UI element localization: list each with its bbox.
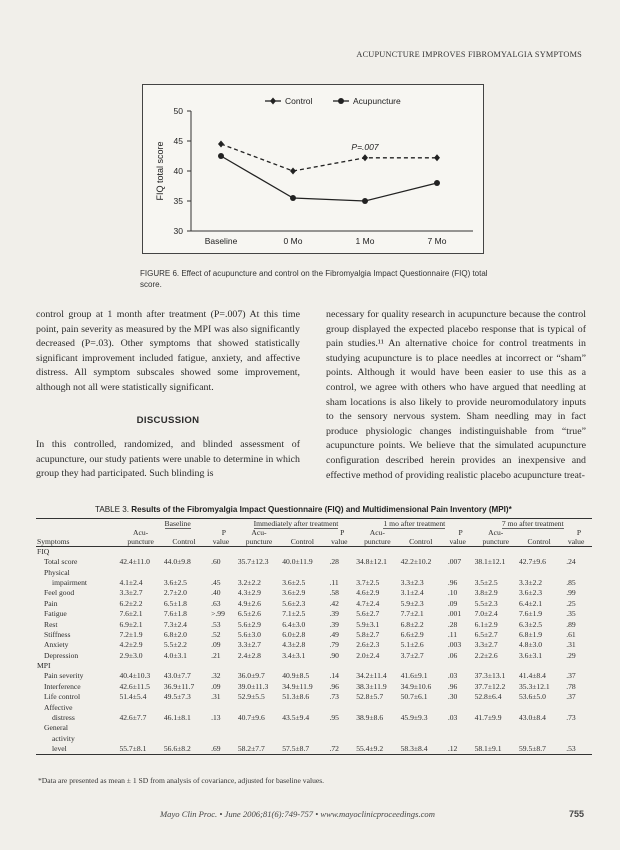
value-cell: 34.2±11.4	[356, 671, 387, 681]
table-container	[36, 518, 592, 755]
value-cell: 3.2±2.2	[237, 577, 261, 587]
table-row	[36, 692, 592, 702]
row-label: FIQ	[37, 547, 50, 556]
p-value-cell: .007	[447, 557, 462, 567]
table-row	[36, 609, 592, 619]
value-cell: 40.7±9.6	[237, 713, 265, 723]
value-cell: 49.5±7.3	[163, 692, 191, 702]
p-value-cell: >.99	[211, 609, 225, 619]
value-cell: 3.1±2.4	[400, 588, 424, 598]
row-label: Fatigue	[44, 609, 67, 619]
line-chart	[143, 85, 485, 255]
value-cell: 6.2±2.2	[119, 598, 143, 608]
data-point-control	[218, 141, 224, 148]
value-cell: 39.0±11.3	[237, 681, 269, 691]
right-column	[326, 308, 586, 483]
p-value-cell: .39	[329, 609, 339, 619]
left-column	[36, 308, 300, 482]
y-tick-label: 35	[173, 196, 183, 206]
p-value-cell: .001	[447, 609, 462, 619]
table-label: TABLE 3.	[95, 505, 130, 514]
value-cell: 7.2±1.9	[119, 629, 143, 639]
value-cell: 41.6±9.1	[400, 671, 428, 681]
value-cell: 3.6±3.1	[518, 650, 543, 660]
table-row	[36, 567, 592, 577]
group-header: 7 mo after treatment	[501, 519, 564, 528]
series-line-acupuncture	[221, 156, 437, 201]
value-cell: 7.6±1.9	[518, 609, 543, 619]
p-value-cell: .95	[329, 713, 339, 723]
value-cell: 51.4±5.4	[119, 692, 147, 702]
value-cell: 3.6±2.5	[163, 577, 187, 587]
value-cell: 3.6±2.9	[282, 588, 306, 598]
value-cell: 7.1±2.5	[282, 609, 306, 619]
value-cell: 2.6±2.3	[356, 640, 380, 650]
value-cell: 3.3±2.3	[400, 577, 424, 587]
p-value-cell: .10	[447, 588, 458, 598]
value-cell: 6.1±2.9	[474, 619, 498, 629]
value-cell: 2.7±2.0	[163, 588, 187, 598]
value-cell: 6.0±2.8	[282, 629, 306, 639]
row-label: General	[44, 723, 69, 733]
row-label: Pain	[44, 598, 58, 608]
value-cell: 40.9±8.5	[282, 671, 310, 681]
x-tick-label: 1 Mo	[355, 236, 375, 246]
p-value-cell: .96	[447, 681, 458, 691]
p-value-cell: .03	[447, 713, 458, 723]
value-cell: 55.7±8.1	[119, 744, 147, 754]
value-cell: 6.5±1.8	[163, 598, 187, 608]
value-cell: 42.2±10.2	[400, 557, 432, 567]
table-row	[36, 734, 592, 744]
value-cell: 5.6±2.7	[356, 609, 380, 619]
value-cell: 4.9±2.6	[237, 598, 261, 608]
value-cell: 37.7±12.2	[474, 681, 506, 691]
table-row	[36, 744, 592, 755]
p-value-cell: .58	[329, 588, 339, 598]
value-cell: 7.6±2.1	[119, 609, 143, 619]
column-header-acupuncture: Acu- puncture	[245, 528, 273, 546]
row-label: Life control	[44, 692, 81, 702]
p-value-cell: .09	[211, 681, 221, 691]
value-cell: 45.9±9.3	[400, 713, 428, 723]
value-cell: 6.9±2.1	[119, 619, 143, 629]
value-cell: 6.6±2.9	[400, 629, 424, 639]
row-label: MPI	[37, 661, 51, 671]
table-row	[36, 588, 592, 598]
line-chart-figure	[142, 84, 484, 254]
value-cell: 7.6±1.8	[163, 609, 187, 619]
table-row	[36, 640, 592, 650]
table-row	[36, 723, 592, 733]
section-heading: DISCUSSION	[136, 414, 200, 426]
value-cell: 41.7±9.9	[474, 713, 502, 723]
group-header: 1 mo after treatment	[383, 519, 446, 528]
series-line-control	[221, 141, 437, 171]
p-value-cell: .72	[329, 744, 339, 754]
column-header-symptoms: Symptoms	[37, 537, 70, 546]
p-value-cell: .35	[566, 609, 576, 619]
value-cell: 5.5±2.3	[474, 598, 498, 608]
column-header-control: Control	[172, 537, 196, 546]
value-cell: 2.9±3.0	[119, 650, 143, 660]
p-value-cell: .89	[566, 619, 576, 629]
legend-label: Control	[285, 96, 313, 106]
p-value-cell: .28	[329, 557, 339, 567]
value-cell: 40.4±10.3	[119, 671, 151, 681]
value-cell: 58.2±7.7	[237, 744, 265, 754]
column-header-acupuncture: Acu- puncture	[482, 528, 510, 546]
column-header-acupuncture: Acu- puncture	[364, 528, 391, 546]
table-row	[36, 547, 592, 558]
value-cell: 6.8±2.0	[163, 629, 187, 639]
y-tick-label: 50	[173, 106, 183, 116]
value-cell: 59.5±8.7	[518, 744, 546, 754]
x-tick-label: 7 Mo	[427, 236, 447, 246]
p-value-cell: .85	[566, 577, 576, 587]
paragraph: In this controlled, randomized, and blinded assessment of acupuncture, our study patients were unable to determine in which group they had participated. Such blinding is	[36, 439, 300, 480]
column-header-p-value: P value	[567, 528, 585, 546]
value-cell: 5.9±2.3	[400, 598, 424, 608]
value-cell: 57.5±8.7	[282, 744, 310, 754]
value-cell: 3.4±3.1	[282, 650, 306, 660]
value-cell: 3.7±2.7	[400, 650, 424, 660]
data-point-control	[290, 168, 296, 175]
value-cell: 6.5±2.7	[474, 629, 498, 639]
p-value-cell: .78	[566, 681, 576, 691]
p-value-cell: .03	[447, 671, 458, 681]
p-value-cell: .45	[211, 577, 221, 587]
value-cell: 35.7±12.3	[237, 557, 269, 567]
p-value-cell: .73	[566, 713, 576, 723]
row-label: Total score	[44, 557, 78, 567]
p-value-cell: .24	[566, 557, 576, 567]
value-cell: 44.0±9.8	[163, 557, 191, 567]
value-cell: 3.8±2.9	[474, 588, 498, 598]
value-cell: 3.6±2.5	[282, 577, 306, 587]
value-cell: 7.7±2.1	[400, 609, 424, 619]
value-cell: 6.3±2.5	[518, 619, 543, 629]
value-cell: 50.7±6.1	[400, 692, 428, 702]
row-label: distress	[52, 713, 75, 723]
group-header-row	[36, 519, 592, 529]
p-value-cell: .28	[447, 619, 458, 629]
table-row	[36, 619, 592, 629]
legend-marker	[338, 98, 344, 104]
value-cell: 3.7±2.5	[356, 577, 380, 587]
value-cell: 5.5±2.2	[163, 640, 187, 650]
p-value-annotation: P=.007	[351, 141, 379, 152]
value-cell: 40.0±11.9	[282, 557, 313, 567]
value-cell: 46.1±8.1	[163, 713, 191, 723]
y-tick-label: 30	[173, 226, 183, 236]
p-value-cell: .12	[447, 744, 458, 754]
table-row	[36, 671, 592, 681]
value-cell: 3.3±2.7	[474, 640, 498, 650]
p-value-cell: .40	[211, 588, 221, 598]
data-point-acupuncture	[218, 153, 224, 159]
row-label: Stiffness	[44, 629, 71, 639]
value-cell: 4.1±2.4	[119, 577, 143, 587]
value-cell: 5.8±2.7	[356, 629, 380, 639]
value-cell: 52.9±5.5	[237, 692, 265, 702]
value-cell: 53.6±5.0	[518, 692, 546, 702]
value-cell: 4.8±3.0	[518, 640, 543, 650]
p-value-cell: .42	[329, 598, 339, 608]
value-cell: 4.0±3.1	[163, 650, 187, 660]
p-value-cell: .73	[329, 692, 339, 702]
value-cell: 42.6±11.5	[119, 681, 150, 691]
p-value-cell: .003	[447, 640, 462, 650]
value-cell: 36.0±9.7	[237, 671, 265, 681]
row-label: activity	[52, 733, 75, 743]
p-value-cell: .25	[566, 598, 576, 608]
table-row	[36, 702, 592, 712]
table-row	[36, 682, 592, 692]
row-label: Interference	[44, 681, 81, 691]
value-cell: 6.8±1.9	[518, 629, 543, 639]
page-number: 755	[568, 809, 584, 819]
y-tick-label: 40	[173, 166, 183, 176]
column-header-p-value: P value	[449, 528, 466, 546]
paragraph: control group at 1 month after treatment (P=.007) At this time point, pain severity as measured by the MPI was also significantly decreased (P=.03). Other symptoms that showed statistically significant improvement included fatigue, anxiety, and affective distress. All symptom subscales showed some improvement, although not all were statistically significant.	[36, 309, 300, 393]
group-header: Baseline	[164, 519, 191, 528]
p-value-cell: .37	[566, 671, 576, 681]
p-value-cell: .96	[447, 577, 458, 587]
table-title	[95, 505, 512, 514]
value-cell: 5.1±2.6	[400, 640, 424, 650]
value-cell: 6.5±2.6	[237, 609, 261, 619]
value-cell: 3.6±2.3	[518, 588, 543, 598]
footer-citation: Mayo Clin Proc. • June 2006;81(6):749-757 • www.mayoclinicproceedings.com	[160, 809, 435, 819]
value-cell: 58.3±8.4	[400, 744, 428, 754]
p-value-cell: .21	[211, 650, 221, 660]
p-value-cell: .11	[447, 629, 458, 639]
column-header-control: Control	[409, 537, 433, 546]
value-cell: 5.9±3.1	[356, 619, 380, 629]
p-value-cell: .31	[211, 692, 221, 702]
p-value-cell: .32	[211, 671, 221, 681]
value-cell: 4.2±2.9	[119, 640, 143, 650]
p-value-cell: .79	[329, 640, 339, 650]
paragraph: necessary for quality research in acupuncture because the control group displayed the expected placebo response that is typical of pain studies.¹¹ An alternative choice for control treatments in studying acupuncture is to place needles at incorrect or “sham” points. Although it would have been easier to use this as a control, we agree with others who have argued that needling at sham locations is also likely to provide neuromodulatory inputs to the sensory nervous system. Sham needling may in fact produce physiologic changes indistinguishable from “true” acupuncture points. We believe that the simulated acupuncture configuration described herein provides an inexpensive and effective method of providing realistic placebo acupuncture treat-	[326, 309, 586, 481]
p-value-cell: .06	[447, 650, 458, 660]
figure-caption: FIGURE 6. Effect of acupuncture and control on the Fibromyalgia Impact Questionnaire (FIQ) total score.	[140, 269, 488, 289]
value-cell: 5.6±2.9	[237, 619, 261, 629]
p-value-cell: .13	[211, 713, 221, 723]
data-point-control	[362, 154, 368, 161]
value-cell: 38.9±8.6	[356, 713, 384, 723]
value-cell: 3.3±2.2	[518, 577, 543, 587]
value-cell: 3.5±2.5	[474, 577, 498, 587]
group-header: Immediately after treatment	[253, 519, 339, 528]
p-value-cell: .30	[447, 692, 458, 702]
table-row	[36, 713, 592, 723]
value-cell: 6.4±3.0	[282, 619, 306, 629]
p-value-cell: .49	[329, 629, 339, 639]
p-value-cell: .37	[566, 692, 576, 702]
x-tick-label: Baseline	[204, 236, 238, 246]
table-row	[36, 661, 592, 671]
row-label: Affective	[44, 702, 73, 712]
value-cell: 3.3±2.7	[237, 640, 261, 650]
column-header-control: Control	[290, 537, 314, 546]
data-point-control	[434, 154, 440, 161]
p-value-cell: .61	[566, 629, 576, 639]
value-cell: 7.3±2.4	[163, 619, 187, 629]
value-cell: 34.9±10.6	[400, 681, 432, 691]
value-cell: 42.6±7.7	[119, 713, 147, 723]
running-head: ACUPUNCTURE IMPROVES FIBROMYALGIA SYMPTOMS	[356, 50, 582, 59]
column-header-acupuncture: Acu- puncture	[127, 528, 154, 546]
p-value-cell: .11	[329, 577, 339, 587]
value-cell: 6.8±2.2	[400, 619, 424, 629]
value-cell: 36.9±11.7	[163, 681, 195, 691]
column-header-control: Control	[527, 537, 551, 546]
table-footnote: *Data are presented as mean ± 1 SD from analysis of covariance, adjusted for baseline values.	[38, 776, 325, 785]
value-cell: 42.7±9.6	[518, 557, 546, 567]
p-value-cell: .09	[211, 640, 221, 650]
y-tick-label: 45	[173, 136, 183, 146]
value-cell: 43.5±9.4	[282, 713, 310, 723]
p-value-cell: .31	[566, 640, 576, 650]
results-table	[36, 518, 592, 755]
p-value-cell: .09	[447, 598, 458, 608]
value-cell: 58.1±9.1	[474, 744, 502, 754]
row-label: Anxiety	[44, 640, 69, 650]
value-cell: 5.6±3.0	[237, 629, 261, 639]
value-cell: 6.4±2.1	[518, 598, 543, 608]
value-cell: 51.3±8.6	[282, 692, 310, 702]
row-label: level	[52, 744, 67, 754]
value-cell: 2.2±2.6	[474, 650, 498, 660]
table-row	[36, 630, 592, 640]
p-value-cell: .29	[566, 650, 576, 660]
y-axis-label: FIQ total score	[155, 141, 165, 201]
p-value-cell: .39	[329, 619, 339, 629]
p-value-cell: .69	[211, 744, 221, 754]
row-label: Depression	[44, 650, 79, 660]
value-cell: 2.0±2.4	[356, 650, 380, 660]
data-point-acupuncture	[434, 180, 440, 186]
value-cell: 56.6±8.2	[163, 744, 191, 754]
x-tick-label: 0 Mo	[283, 236, 303, 246]
value-cell: 52.8±5.7	[356, 692, 384, 702]
table-title-text: Results of the Fibromyalgia Impact Questionnaire (FIQ) and Multidimensional Pain Inventory (MPI)*	[131, 505, 512, 514]
value-cell: 34.9±11.9	[282, 681, 313, 691]
p-value-cell: .63	[211, 598, 221, 608]
value-cell: 4.7±2.4	[356, 598, 380, 608]
value-cell: 37.3±13.1	[474, 671, 506, 681]
value-cell: 52.8±6.4	[474, 692, 502, 702]
column-header-p-value: P value	[212, 528, 230, 546]
value-cell: 38.3±11.9	[356, 681, 387, 691]
data-point-acupuncture	[362, 198, 368, 204]
value-cell: 3.3±2.7	[119, 588, 143, 598]
value-cell: 35.3±12.1	[518, 681, 550, 691]
value-cell: 43.0±7.7	[163, 671, 191, 681]
row-label: Pain severity	[44, 671, 84, 681]
value-cell: 4.3±2.9	[237, 588, 261, 598]
p-value-cell: .52	[211, 629, 221, 639]
p-value-cell: .99	[566, 588, 576, 598]
table-row	[36, 557, 592, 567]
value-cell: 41.4±8.4	[518, 671, 546, 681]
p-value-cell: .53	[566, 744, 576, 754]
value-cell: 5.6±2.3	[282, 598, 306, 608]
column-header-row	[36, 528, 592, 547]
legend-marker	[270, 98, 276, 105]
p-value-cell: .90	[329, 650, 339, 660]
p-value-cell: .96	[329, 681, 339, 691]
data-point-acupuncture	[290, 195, 296, 201]
row-label: impairment	[52, 577, 88, 587]
row-label: Rest	[44, 619, 58, 629]
value-cell: 4.3±2.8	[282, 640, 306, 650]
row-label: Feel good	[44, 588, 75, 598]
value-cell: 4.6±2.9	[356, 588, 380, 598]
value-cell: 43.0±8.4	[518, 713, 546, 723]
legend-label: Acupuncture	[353, 96, 401, 106]
table-row	[36, 651, 592, 661]
p-value-cell: .14	[329, 671, 339, 681]
value-cell: 7.0±2.4	[474, 609, 498, 619]
table-row	[36, 578, 592, 588]
value-cell: 42.4±11.0	[119, 557, 150, 567]
p-value-cell: .60	[211, 557, 221, 567]
value-cell: 34.8±12.1	[356, 557, 387, 567]
table-row	[36, 599, 592, 609]
column-header-p-value: P value	[331, 528, 348, 546]
value-cell: 55.4±9.2	[356, 744, 384, 754]
value-cell: 38.1±12.1	[474, 557, 506, 567]
p-value-cell: .53	[211, 619, 221, 629]
value-cell: 2.4±2.8	[237, 650, 261, 660]
row-label: Physical	[44, 567, 70, 577]
